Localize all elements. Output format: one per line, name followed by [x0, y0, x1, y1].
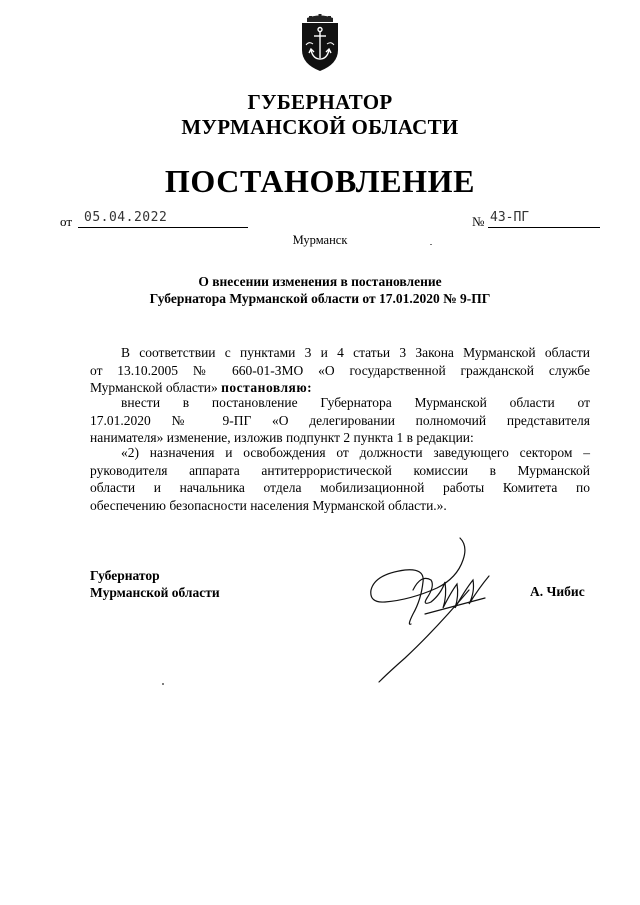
- signatory-position: [90, 567, 220, 601]
- city-name: Мурманск: [292, 233, 348, 247]
- scan-speck: [430, 244, 432, 245]
- document-date: 05.04.2022: [78, 210, 248, 228]
- p3-line3: области и начальника отдела мобилизационной работы Комитета по: [90, 480, 590, 495]
- p3-line2: руководителя аппарата антитеррористической комиссии в Мурманской: [90, 462, 590, 478]
- p3-line1: «2) назначения и освобождения от должности заведующего сектором –: [121, 445, 590, 460]
- p2-line2: 17.01.2020 № 9-ПГ «О делегировании полномочий представителя: [90, 412, 590, 428]
- coat-of-arms-emblem: [297, 14, 343, 72]
- p1-line2: от 13.10.2005 № 660-01-ЗМО «О государственной гражданской службе: [90, 362, 590, 378]
- scan-speck: [162, 683, 164, 685]
- paragraph-new-wording: [90, 444, 590, 514]
- document-type-heading: ПОСТАНОВЛЕНИЕ: [164, 163, 476, 199]
- subject-line1: О внесении изменения в постановление: [198, 274, 442, 289]
- paragraph-amendment: [90, 394, 590, 447]
- signatory-position-line2: Мурманской области: [90, 585, 220, 600]
- handwritten-signature: [365, 530, 530, 685]
- date-prefix: от: [60, 214, 73, 229]
- p1-line3: Мурманской области»: [90, 380, 218, 395]
- date-number-row: [60, 210, 590, 232]
- p2-line3: нанимателя» изменение, изложив подпункт 2 пункта 1 в редакции:: [90, 430, 474, 445]
- issuer-title-line1: ГУБЕРНАТОР: [247, 90, 393, 114]
- issuer-title-line2: МУРМАНСКОЙ ОБЛАСТИ: [181, 115, 459, 139]
- decree-word: постановляю:: [221, 380, 313, 395]
- paragraph-basis: [90, 344, 590, 397]
- number-prefix: №: [472, 214, 485, 229]
- signatory-position-line1: Губернатор: [90, 568, 160, 583]
- document-number: 43-ПГ: [488, 210, 600, 228]
- p3-line4: обеспечению безопасности населения Мурманской области.».: [90, 497, 447, 513]
- subject-line2: Губернатора Мурманской области от 17.01.2020 № 9-ПГ: [149, 291, 491, 306]
- signatory-name: А. Чибис: [530, 584, 585, 599]
- p2-line1: внести в постановление Губернатора Мурманской области от: [121, 395, 590, 410]
- p1-line1: В соответствии с пунктами 3 и 4 статьи 3 Закона Мурманской области: [121, 345, 590, 360]
- document-subject: [0, 273, 640, 307]
